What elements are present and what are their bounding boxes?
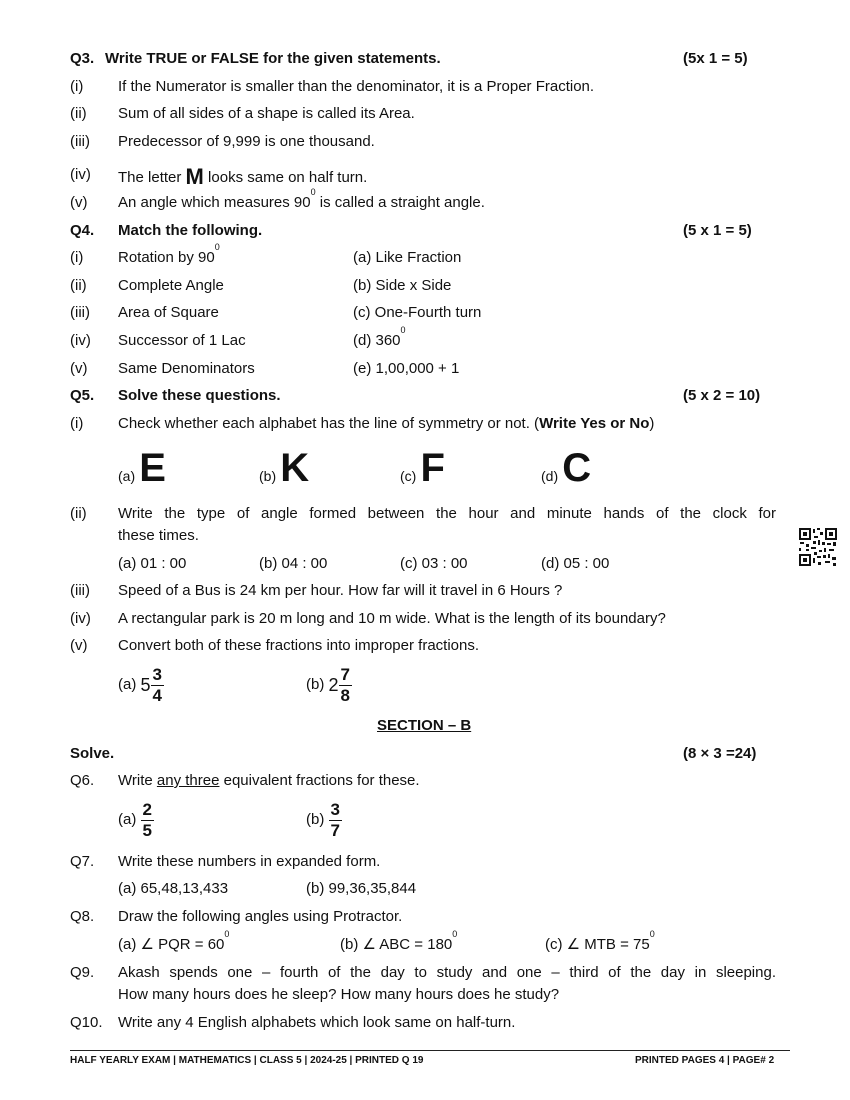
q3-item-number: (iii) [70,133,90,150]
q3-item-number: (i) [70,78,84,95]
denominator: 4 [152,685,162,705]
q4-number: Q4. [70,222,95,239]
q5-ii-line2: these times. [118,527,199,544]
q4-row-number: (i) [70,249,84,266]
q8-a [118,929,230,954]
degree-sup: 0 [214,242,220,252]
fraction [339,665,352,706]
q3-item-text: Sum of all sides of a shape is called its Area. [118,105,415,122]
clock-time: (c) 03 : 00 [400,555,468,572]
option-label: (d) [541,468,559,484]
q5-iv-number: (iv) [70,610,91,627]
q3-title: Write TRUE or FALSE for the given statements. [105,50,441,67]
q4-right: (b) Side x Side [353,277,452,294]
fraction [141,800,154,841]
q8-number: Q8. [70,908,95,925]
degree-sup: 0 [452,929,458,939]
q3-item-text: If the Numerator is smaller than the denominator, it is a Proper Fraction. [118,78,595,95]
q3-marks: (5x 1 = 5) [683,50,748,67]
symmetry-letter: E [139,446,166,490]
q6-text [118,772,420,790]
solve-label: Solve. [70,745,115,762]
angle-text: (b) ∠ ABC = 180 [340,936,453,953]
q3-item-number: (iv) [70,166,91,183]
angle-text: (a) ∠ PQR = 60 [118,936,225,953]
footer-left: HALF YEARLY EXAM | MATHEMATICS | CLASS 5 | 2024-25 | PRINTED Q 19 [70,1055,424,1066]
section-b-marks: (8 × 3 =24) [683,745,757,762]
q3-item-text: Predecessor of 9,999 is one thousand. [118,133,375,150]
q5-marks: (5 x 2 = 10) [683,387,761,404]
q4-row-number: (v) [70,360,88,377]
option-label: (b) [306,676,325,693]
q3-v-post: is called a straight angle. [315,194,485,211]
q4-left: Same Denominators [118,360,255,377]
option-label: (b) [259,468,277,484]
symmetry-letter: F [420,446,445,490]
q5-v-text: Convert both of these fractions into improper fractions. [118,637,480,654]
q5-ii-number: (ii) [70,505,87,522]
fraction [329,800,342,841]
numerator: 7 [340,664,350,684]
letter-option [400,446,445,499]
q4-right: (a) Like Fraction [353,249,462,266]
q3-item-number: (ii) [70,105,87,122]
q5-ii-line1: Write the type of angle formed between the hour and minute hands of the clock for [118,505,776,522]
clock-time: (d) 05 : 00 [541,555,610,572]
q8-b [340,929,458,954]
q5-i-main: Check whether each alphabet has the line of symmetry or not. ( [118,415,540,432]
denominator: 7 [330,820,340,840]
q3-v-pre: An angle which measures 90 [118,194,311,211]
option-label: (b) [306,811,325,828]
q6-underlined: any three [156,772,220,789]
footer-right: PRINTED PAGES 4 | PAGE# 2 [635,1055,775,1066]
q4-left-text: Rotation by 90 [118,249,215,266]
q3-iv-post: looks same on half turn. [208,169,368,186]
q4-right [353,325,406,350]
q10-number: Q10. [70,1014,103,1031]
clock-time: (a) 01 : 00 [118,555,187,572]
q5-v-number: (v) [70,637,88,654]
q4-left [118,242,220,267]
symmetry-letter: C [562,446,592,490]
degree-sup: 0 [400,325,406,335]
q3-item-text [118,166,367,187]
option-label: (a) [118,468,136,484]
footer-divider [70,1050,790,1051]
q4-right-text: (d) 360 [353,332,401,349]
degree-sup: 0 [649,929,655,939]
q4-right: (e) 1,00,000 + 1 [353,360,460,377]
fraction-a [118,797,154,843]
q4-left: Successor of 1 Lac [118,332,246,349]
option-label: (a) [118,811,137,828]
q4-row-number: (ii) [70,277,87,294]
q5-i-text [118,415,654,433]
q5-i-bold: Write Yes or No [539,415,650,432]
denominator: 8 [340,685,350,705]
q6-post: equivalent fractions for these. [219,772,420,789]
mixed-fraction-a [118,662,164,708]
q7-number: Q7. [70,853,95,870]
q4-left: Complete Angle [118,277,224,294]
symmetry-letter: K [280,446,310,490]
q7-b: (b) 99,36,35,844 [306,880,417,897]
fraction [151,665,164,706]
angle-text: (c) ∠ MTB = 75 [545,936,650,953]
q8-c [545,929,655,954]
qr-code-icon [798,527,838,567]
q4-right: (c) One-Fourth turn [353,304,482,321]
q4-row-number: (iv) [70,332,91,349]
fraction-b [306,797,342,843]
numerator: 3 [330,799,340,819]
q6-number: Q6. [70,772,95,789]
degree-sup: 0 [310,187,316,197]
option-label: (c) [400,468,417,484]
q3-number: Q3. [70,50,95,67]
degree-sup: 0 [224,929,230,939]
q5-iii-text: Speed of a Bus is 24 km per hour. How far will it travel in 6 Hours ? [118,582,563,599]
q10-text: Write any 4 English alphabets which look same on half-turn. [118,1014,516,1031]
numerator: 2 [142,799,152,819]
q3-item-text [118,187,485,212]
q9-number: Q9. [70,964,95,981]
q9-line2: How many hours does he sleep? How many hours does he study? [118,986,560,1003]
numerator: 3 [152,664,162,684]
letter-option [259,446,309,499]
mixed-fraction-b [306,662,352,708]
q9-line1: Akash spends one – fourth of the day to study and one – third of the day in sleeping. [118,964,776,981]
q8-text: Draw the following angles using Protractor. [118,908,403,925]
q5-i-close: ) [649,415,655,432]
letter-option [118,446,166,499]
q4-row-number: (iii) [70,304,90,321]
q5-iii-number: (iii) [70,582,90,599]
whole-number: 5 [140,675,151,696]
q3-item-number: (v) [70,194,88,211]
whole-number: 2 [328,675,339,696]
q4-title: Match the following. [118,222,263,239]
letter-option [541,446,591,499]
section-heading: SECTION – B [377,717,472,734]
q5-iv-text: A rectangular park is 20 m long and 10 m wide. What is the length of its boundary? [118,610,666,627]
denominator: 5 [142,820,152,840]
option-label: (a) [118,676,137,693]
q4-left: Area of Square [118,304,219,321]
q7-a: (a) 65,48,13,433 [118,880,229,897]
q5-title: Solve these questions. [118,387,281,404]
q6-pre: Write [118,772,157,789]
clock-time: (b) 04 : 00 [259,555,328,572]
q7-text: Write these numbers in expanded form. [118,853,381,870]
letter-m: M [185,164,204,189]
q5-i-number: (i) [70,415,84,432]
q5-number: Q5. [70,387,95,404]
q3-iv-pre: The letter [118,169,182,186]
q4-marks: (5 x 1 = 5) [683,222,752,239]
